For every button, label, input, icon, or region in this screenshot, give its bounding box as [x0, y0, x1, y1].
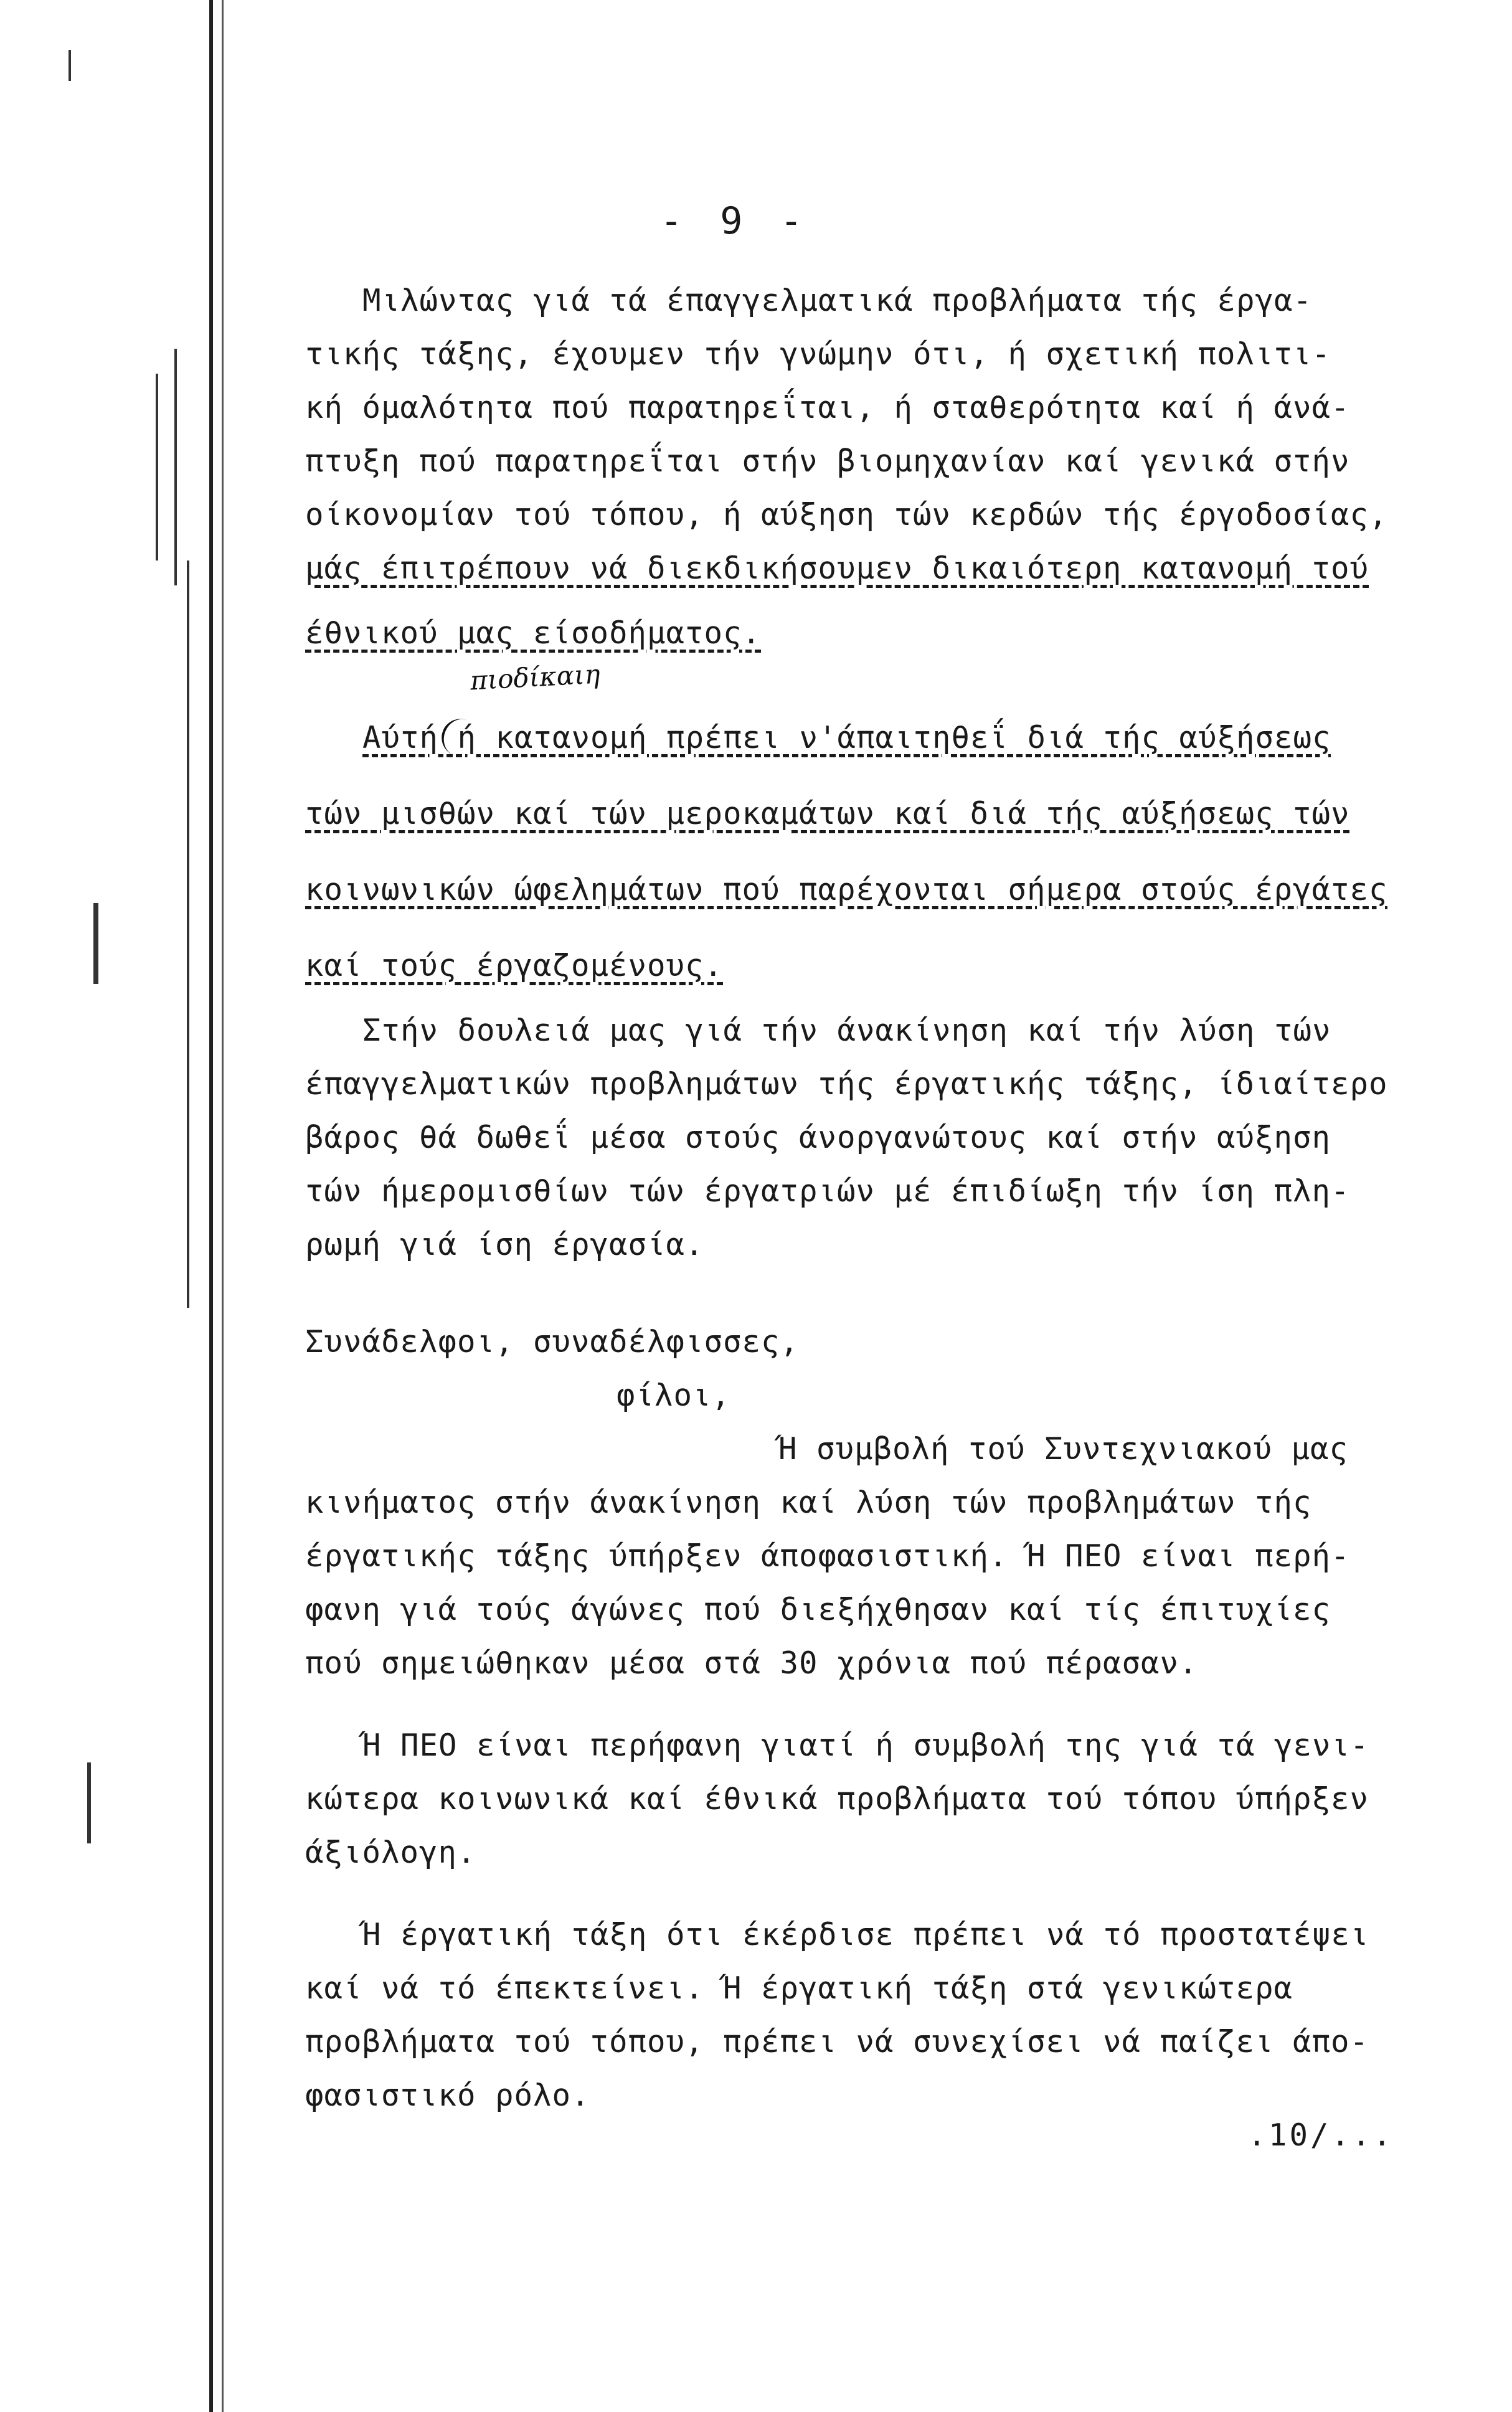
margin-mark: [69, 50, 71, 81]
margin-mark: [93, 903, 98, 984]
text-line: φασιστικό ρόλο.: [305, 2078, 590, 2113]
underlined-text: μάς έπιτρέπουν νά διεκδικήσουμεν δικαιότερη κατανομή τού: [305, 551, 1369, 586]
page-number: - 9 -: [660, 199, 810, 243]
salutation: φίλοι,: [617, 1378, 731, 1413]
text-line: καί νά τό έπεκτείνει. Ή έργατική τάξη στά γενικώτερα: [305, 1970, 1293, 2006]
text-line: τικής τάξης, έχουμεν τήν γνώμην ότι, ή σχετική πολιτι-: [305, 336, 1331, 372]
underlined-text-line: [305, 776, 1414, 852]
text-line: πτυξη πού παρατηρεΐται στήν βιομηχανίαν καί γενικά στήν: [305, 443, 1350, 479]
text-line: άξιόλογη.: [305, 1835, 476, 1870]
text-line: Μιλώντας γιά τά έπαγγελματικά προβλήματα τής έργα-: [362, 283, 1313, 318]
underlined-text: Αύτή ή κατανομή πρέπει ν'άπαιτηθεΐ διά τής αύξήσεως: [362, 720, 1331, 755]
text-line: έπαγγελματικών προβλημάτων τής έργατικής τάξης, ίδιαίτερο: [305, 1066, 1388, 1102]
text-line: κινήματος στήν άνακίνηση καί λύση τών προβλημάτων τής: [305, 1485, 1312, 1520]
underlined-text: καί τούς έργαζομένους.: [305, 948, 724, 983]
text-line: φανη γιά τούς άγώνες πού διεξήχθησαν καί τίς έπιτυχίες: [305, 1592, 1331, 1627]
body-text: [305, 274, 1414, 2122]
underlined-text-line: [305, 700, 1414, 776]
text-line: Στήν δουλειά μας γιά τήν άνακίνηση καί τήν λύση τών: [362, 1013, 1331, 1048]
text-line: Ή έργατική τάξη ότι έκέρδισε πρέπει νά τό προστατέψει: [362, 1917, 1369, 1952]
binding-edge: [209, 0, 213, 2412]
binding-edge-inner: [222, 0, 224, 2412]
margin-mark: [187, 560, 189, 1308]
text-line: οίκονομίαν τού τόπου, ή αύξηση τών κερδών τής έργοδοσίας,: [305, 497, 1388, 532]
text-line: τών ήμερομισθίων τών έργατριών μέ έπιδίωξη τήν ίση πλη-: [305, 1173, 1350, 1209]
text-line: Ή ΠΕΟ είναι περήφανη γιατί ή συμβολή της γιά τά γενι-: [362, 1728, 1369, 1763]
underlined-text-line: [305, 852, 1414, 928]
underlined-text-line: [305, 542, 1414, 595]
text-line: ρωμή γιά ίση έργασία.: [305, 1227, 704, 1262]
margin-mark: [174, 349, 177, 585]
underlined-text: τών μισθών καί τών μεροκαμάτων καί διά τής αύξήσεως τών: [305, 796, 1350, 831]
text-line: κώτερα κοινωνικά καί έθνικά προβλήματα τού τόπου ύπήρξεν: [305, 1781, 1369, 1817]
text-line: κή όμαλότητα πού παρατηρεΐται, ή σταθερότητα καί ή άνά-: [305, 390, 1350, 425]
salutation: Συνάδελφοι, συναδέλφισσες,: [305, 1324, 800, 1360]
text-line: βάρος θά δωθεΐ μέσα στούς άνοργανώτους καί στήν αύξηση: [305, 1120, 1331, 1155]
continuation-marker: .10/...: [1247, 2117, 1394, 2153]
text-line: έργατικής τάξης ύπήρξεν άποφασιστική. Ή ΠΕΟ είναι περή-: [305, 1538, 1350, 1574]
underlined-text-line: [305, 928, 1414, 1004]
margin-mark: [156, 374, 158, 560]
underlined-text: κοινωνικών ώφελημάτων πού παρέχονται σήμερα στούς έργάτες: [305, 872, 1388, 907]
text-line: Ή συμβολή τού Συντεχνιακού μας: [778, 1431, 1349, 1467]
underlined-text: έθνικού μας είσοδήματος.: [305, 615, 762, 651]
text-line: προβλήματα τού τόπου, πρέπει νά συνεχίσει νά παίζει άπο-: [305, 2024, 1369, 2060]
underlined-text-line: [305, 595, 1414, 671]
margin-mark: [87, 1762, 91, 1843]
text-line: πού σημειώθηκαν μέσα στά 30 χρόνια πού πέρασαν.: [305, 1645, 1198, 1681]
handwritten-annotation: πιοδίκαιη: [469, 658, 601, 696]
